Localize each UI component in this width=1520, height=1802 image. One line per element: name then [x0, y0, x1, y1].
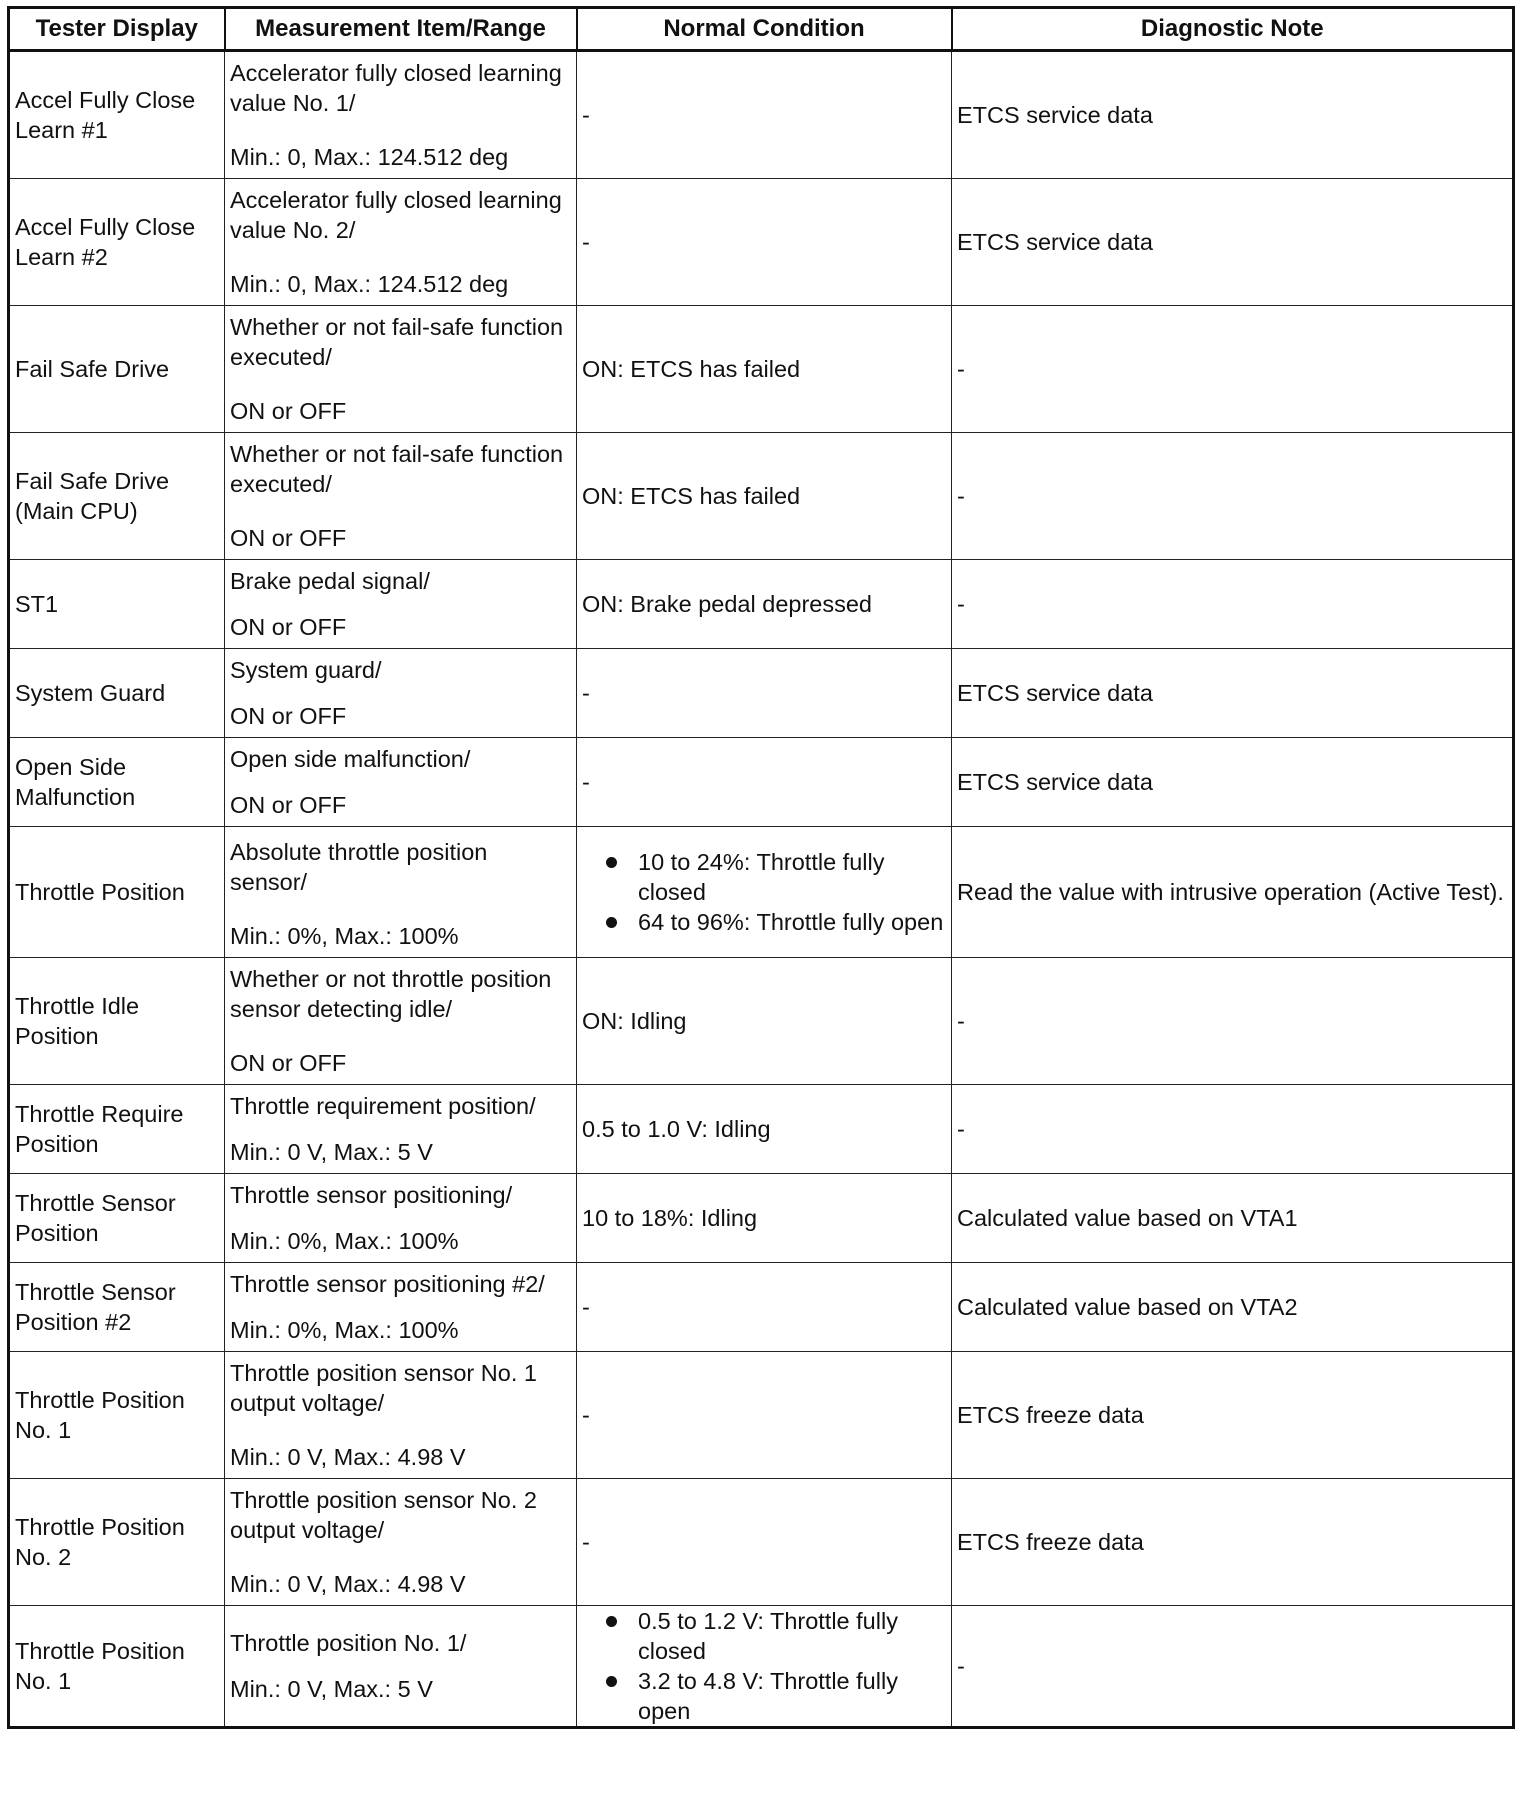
table-row: [9, 560, 1514, 649]
diagnostic-note-cell: -: [952, 433, 1514, 560]
header-measurement-item: Measurement Item/Range: [225, 8, 577, 51]
list-item-text: 10 to 24%: Throttle fully closed: [638, 849, 885, 905]
diagnostic-note-cell: ETCS freeze data: [952, 1352, 1514, 1479]
bullet-icon: [606, 917, 617, 928]
table-row: [9, 179, 1514, 306]
tester-display-cell: Throttle Sensor Position: [9, 1174, 225, 1263]
normal-condition-cell: [577, 827, 952, 958]
tester-display-cell: Throttle Sensor Position #2: [9, 1263, 225, 1352]
list-item-text: 3.2 to 4.8 V: Throttle fully open: [638, 1668, 898, 1724]
measurement-range: ON or OFF: [230, 398, 347, 424]
table-row: [9, 1263, 1514, 1352]
measurement-range: ON or OFF: [230, 614, 347, 640]
normal-condition-cell: -: [577, 1263, 952, 1352]
measurement-range: Min.: 0 V, Max.: 5 V: [230, 1676, 433, 1702]
measurement-range: ON or OFF: [230, 1050, 347, 1076]
measurement-range: Min.: 0%, Max.: 100%: [230, 1317, 459, 1343]
list-item: [602, 847, 945, 907]
measurement-desc: Throttle position sensor No. 1 output voltage/: [230, 1360, 537, 1416]
table-header-row: [9, 8, 1514, 51]
tester-display-cell: ST1: [9, 560, 225, 649]
table-row: [9, 1174, 1514, 1263]
diagnostic-note-cell: -: [952, 1606, 1514, 1728]
table-row: [9, 1479, 1514, 1606]
measurement-desc: Brake pedal signal/: [230, 568, 430, 594]
measurement-range: ON or OFF: [230, 703, 347, 729]
diagnostic-note-cell: -: [952, 958, 1514, 1085]
normal-condition-cell: ON: ETCS has failed: [577, 433, 952, 560]
bullet-icon: [606, 1676, 617, 1687]
table-row: [9, 738, 1514, 827]
normal-condition-cell: ON: Brake pedal depressed: [577, 560, 952, 649]
list-item: [602, 1606, 945, 1666]
list-item-text: 0.5 to 1.2 V: Throttle fully closed: [638, 1608, 898, 1664]
measurement-cell: [225, 649, 577, 738]
normal-condition-cell: [577, 1606, 952, 1728]
tester-display-cell: Throttle Position No. 1: [9, 1606, 225, 1728]
list-item-text: 64 to 96%: Throttle fully open: [638, 909, 944, 935]
normal-condition-cell: 0.5 to 1.0 V: Idling: [577, 1085, 952, 1174]
measurement-desc: Throttle position No. 1/: [230, 1630, 467, 1656]
normal-condition-cell: -: [577, 649, 952, 738]
diagnostic-note-cell: -: [952, 306, 1514, 433]
normal-condition-cell: ON: Idling: [577, 958, 952, 1085]
diagnostic-note-cell: Read the value with intrusive operation (Active Test).: [952, 827, 1514, 958]
normal-condition-cell: -: [577, 51, 952, 179]
measurement-range: Min.: 0, Max.: 124.512 deg: [230, 271, 509, 297]
tester-display-cell: Throttle Idle Position: [9, 958, 225, 1085]
measurement-cell: [225, 1174, 577, 1263]
measurement-range: Min.: 0 V, Max.: 4.98 V: [230, 1571, 466, 1597]
normal-condition-list: [582, 1606, 945, 1726]
measurement-range: Min.: 0%, Max.: 100%: [230, 1228, 459, 1254]
normal-condition-list: [582, 847, 945, 937]
measurement-desc: Throttle sensor positioning #2/: [230, 1271, 545, 1297]
tester-display-cell: Accel Fully Close Learn #1: [9, 51, 225, 179]
diagnostic-note-cell: ETCS service data: [952, 51, 1514, 179]
measurement-desc: System guard/: [230, 657, 382, 683]
measurement-cell: [225, 560, 577, 649]
normal-condition-cell: ON: ETCS has failed: [577, 306, 952, 433]
measurement-range: Min.: 0 V, Max.: 4.98 V: [230, 1444, 466, 1470]
diagnostic-note-cell: ETCS service data: [952, 738, 1514, 827]
normal-condition-cell: -: [577, 1479, 952, 1606]
header-diagnostic-note: Diagnostic Note: [952, 8, 1514, 51]
list-item: [602, 1666, 945, 1726]
measurement-desc: Whether or not throttle position sensor detecting idle/: [230, 966, 552, 1022]
measurement-cell: [225, 1352, 577, 1479]
measurement-cell: [225, 1606, 577, 1728]
tester-display-cell: Fail Safe Drive: [9, 306, 225, 433]
measurement-cell: [225, 827, 577, 958]
list-item: [602, 907, 945, 937]
measurement-range: ON or OFF: [230, 792, 347, 818]
measurement-cell: [225, 958, 577, 1085]
measurement-desc: Whether or not fail-safe function executed/: [230, 314, 564, 370]
measurement-cell: [225, 1263, 577, 1352]
diagnostic-note-cell: ETCS freeze data: [952, 1479, 1514, 1606]
measurement-desc: Throttle position sensor No. 2 output voltage/: [230, 1487, 537, 1543]
bullet-icon: [606, 857, 617, 868]
tester-display-cell: Open Side Malfunction: [9, 738, 225, 827]
table-row: [9, 433, 1514, 560]
tester-display-cell: Throttle Position No. 1: [9, 1352, 225, 1479]
measurement-range: Min.: 0%, Max.: 100%: [230, 923, 459, 949]
normal-condition-cell: -: [577, 1352, 952, 1479]
measurement-cell: [225, 51, 577, 179]
measurement-cell: [225, 306, 577, 433]
table-row: [9, 827, 1514, 958]
tester-display-cell: Throttle Require Position: [9, 1085, 225, 1174]
diagnostic-note-cell: -: [952, 560, 1514, 649]
tester-display-cell: Throttle Position No. 2: [9, 1479, 225, 1606]
diagnostic-data-table: [7, 6, 1515, 1729]
measurement-desc: Accelerator fully closed learning value No. 1/: [230, 60, 562, 116]
header-normal-condition: Normal Condition: [577, 8, 952, 51]
table-row: [9, 1606, 1514, 1728]
table-row: [9, 1085, 1514, 1174]
measurement-cell: [225, 738, 577, 827]
tester-display-cell: System Guard: [9, 649, 225, 738]
measurement-cell: [225, 1085, 577, 1174]
table-row: [9, 306, 1514, 433]
measurement-range: Min.: 0, Max.: 124.512 deg: [230, 144, 509, 170]
table-row: [9, 649, 1514, 738]
diagnostic-note-cell: -: [952, 1085, 1514, 1174]
measurement-cell: [225, 433, 577, 560]
measurement-cell: [225, 179, 577, 306]
measurement-range: ON or OFF: [230, 525, 347, 551]
tester-display-cell: Fail Safe Drive (Main CPU): [9, 433, 225, 560]
measurement-desc: Throttle sensor positioning/: [230, 1182, 513, 1208]
table-row: [9, 51, 1514, 179]
measurement-desc: Throttle requirement position/: [230, 1093, 536, 1119]
diagnostic-note-cell: ETCS service data: [952, 179, 1514, 306]
measurement-desc: Accelerator fully closed learning value No. 2/: [230, 187, 562, 243]
table-row: [9, 1352, 1514, 1479]
measurement-range: Min.: 0 V, Max.: 5 V: [230, 1139, 433, 1165]
normal-condition-cell: 10 to 18%: Idling: [577, 1174, 952, 1263]
tester-display-cell: Throttle Position: [9, 827, 225, 958]
normal-condition-cell: -: [577, 179, 952, 306]
diagnostic-note-cell: ETCS service data: [952, 649, 1514, 738]
normal-condition-cell: -: [577, 738, 952, 827]
measurement-cell: [225, 1479, 577, 1606]
tester-display-cell: Accel Fully Close Learn #2: [9, 179, 225, 306]
header-tester-display: Tester Display: [9, 8, 225, 51]
table-row: [9, 958, 1514, 1085]
diagnostic-note-cell: Calculated value based on VTA1: [952, 1174, 1514, 1263]
diagnostic-note-cell: Calculated value based on VTA2: [952, 1263, 1514, 1352]
measurement-desc: Open side malfunction/: [230, 746, 471, 772]
measurement-desc: Absolute throttle position sensor/: [230, 839, 488, 895]
measurement-desc: Whether or not fail-safe function executed/: [230, 441, 564, 497]
bullet-icon: [606, 1616, 617, 1627]
